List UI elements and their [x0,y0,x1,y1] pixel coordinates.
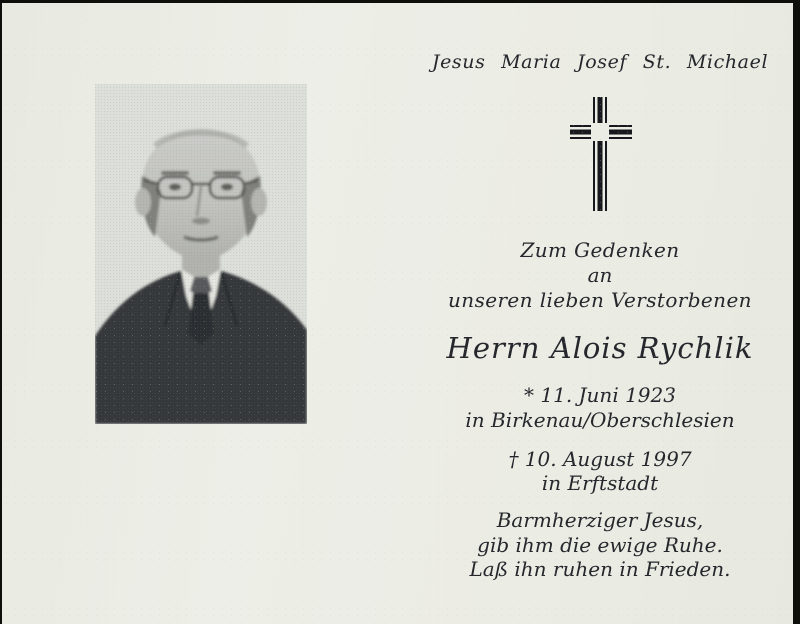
deceased-name: Herrn Alois Rychlik [446,331,754,365]
prayer-line2: gib ihm die ewige Ruhe. [477,533,723,557]
invocation-line: Jesus Maria Josef St. Michael [431,51,769,73]
card-paper [2,3,793,624]
cross-icon [561,97,639,211]
memorial-intro-line1: Zum Gedenken [520,238,680,262]
death-place: in Erftstadt [541,471,659,495]
scan-edge-right [793,0,800,624]
portrait-photo-image [95,84,307,424]
scan-edge-top [0,0,800,3]
birth-place: in Birkenau/Oberschlesien [465,408,735,432]
memorial-intro-line3: unseren lieben Verstorbenen [448,288,752,312]
prayer-line1: Barmherziger Jesus, [496,508,704,532]
portrait-photo [95,84,307,424]
cross-icon-image [561,97,639,211]
memorial-intro-line2: an [587,263,613,287]
scan-edge-left [0,0,2,624]
birth-date: * 11. Juni 1923 [524,383,676,407]
prayer-line3: Laß ihn ruhen in Frieden. [469,557,731,581]
death-date: † 10. August 1997 [508,447,692,471]
